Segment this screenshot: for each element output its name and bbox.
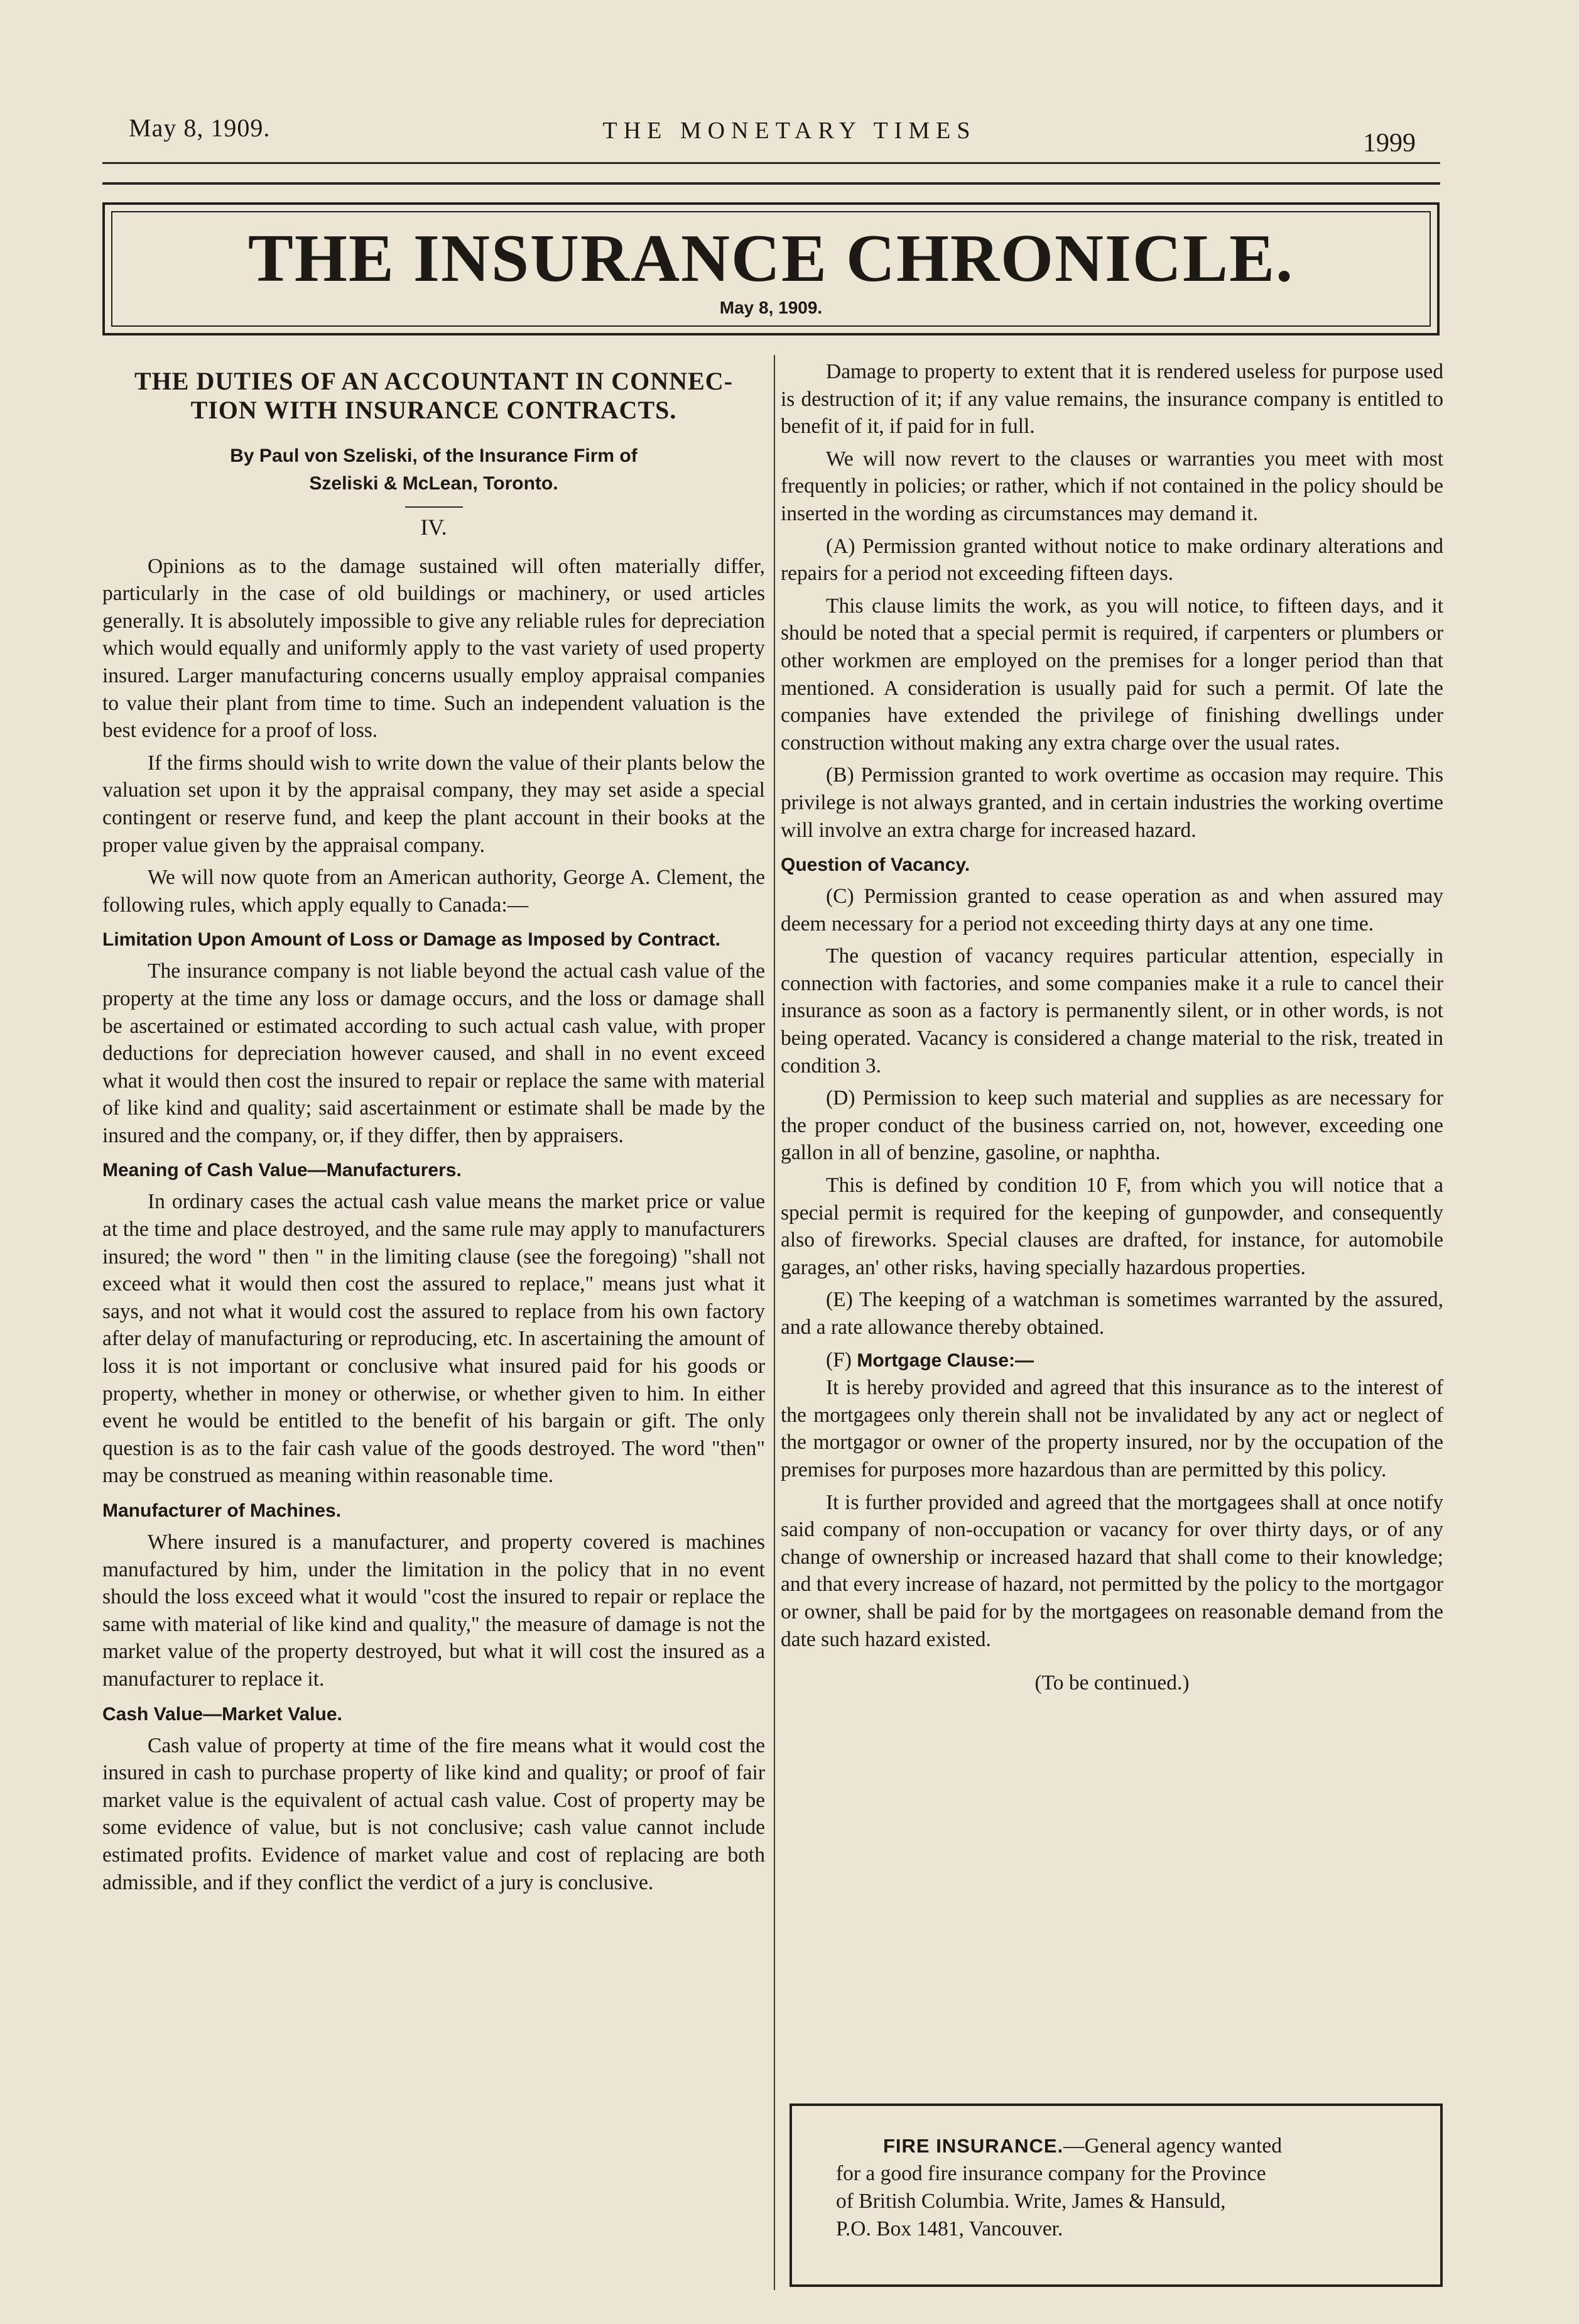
advertisement-line-3: of British Columbia. Write, James & Hansuld,	[836, 2190, 1226, 2213]
paragraph: (C) Permission granted to cease operation as and when assured may deem necessary for a period not exceeding thirty days at any one time.	[781, 885, 1443, 936]
paragraph: Opinions as to the damage sustained will often materially differ, particularly in the case of old buildings or machinery, or used articles generally. It is absolutely impossible to give any reliable rules for depreciation which would equally and uniformly apply to the vast variety of used property insured. Larger manufacturing concerns usually employ appraisal companies to value their plant from time to time. Such an independent valuation is the best evidence for a proof of loss.	[102, 554, 765, 743]
clause-label: (F)	[826, 1348, 857, 1372]
fire-insurance-advertisement	[790, 2103, 1443, 2287]
byline-line-2: Szeliski & McLean, Toronto.	[309, 473, 558, 494]
header-page-number: 1999	[1363, 129, 1416, 158]
advertisement-text	[836, 2132, 1389, 2243]
paragraph: (D) Permission to keep such material and supplies as are necessary for the proper conduct of the business carried on, not, however, exceeding one gallon in all of benzine, gasoline, or naphtha.	[781, 1086, 1443, 1165]
paragraph: (A) Permission granted without notice to make ordinary alterations and repairs for a period not exceeding fifteen days.	[781, 534, 1443, 586]
header-publication-title: THE MONETARY TIMES	[602, 117, 977, 144]
advertisement-line-1-rest: —General agency wanted	[1063, 2134, 1282, 2158]
paragraph: (E) The keeping of a watchman is sometimes warranted by the assured, and a rate allowance thereby obtained.	[781, 1288, 1443, 1339]
right-column	[781, 358, 1443, 1697]
header-rule-bottom	[102, 182, 1440, 185]
left-column	[102, 358, 765, 1896]
section-title: THE INSURANCE CHRONICLE.	[247, 221, 1294, 296]
subheading: Cash Value—Market Value.	[102, 1703, 342, 1725]
right-column-body	[781, 358, 1443, 1653]
advertisement-line-1	[836, 2132, 1389, 2160]
advertisement-lead: FIRE INSURANCE.	[883, 2135, 1064, 2157]
article-title-line-1: THE DUTIES OF AN ACCOUNTANT IN CONNEC-	[134, 367, 733, 395]
paragraph: This is defined by condition 10 F, from which you will notice that a special permit is required for the keeping of gunpowder, and consequently also of fireworks. Special clauses are drafted, for instance, for automobile garages, an' other risks, having specially hazardous properties.	[781, 1174, 1443, 1279]
advertisement-line-4: P.O. Box 1481, Vancouver.	[836, 2217, 1063, 2240]
clause-heading	[781, 1346, 1443, 1375]
paragraph: It is further provided and agreed that the mortgagees shall at once notify said company of non-occupation or vacancy for over thirty days, or of any change of ownership or increased hazard that shall come to their knowledge; and that every increase of hazard, not permitted by the policy to the mortgagor or owner, shall be paid for by the mortgagees on reasonable demand from the date such hazard existed.	[781, 1490, 1443, 1651]
article-title-line-2: TION WITH INSURANCE CONTRACTS.	[190, 396, 677, 424]
paragraph: This clause limits the work, as you will notice, to fifteen days, and it should be noted that a special permit is required, if carpenters or plumbers or other workmen are employed on the premises for a longer period than that mentioned. A consideration is usually paid for such a permit. Of late the companies have extended the privilege of finishing dwellings under construction without making any extra charge over the usual rates.	[781, 594, 1443, 755]
paragraph: In ordinary cases the actual cash value means the market price or value at the time and place destroyed, and the same rule may apply to manufacturers insured; the word " then " in the limiting clause (see the foregoing) "shall not exceed what it would then cost the assured to replace," means just what it says, and not what it would cost the assured to replace from his own factory after delay of manufacturing or reproducing, etc. In ascertaining the amount of loss it is not important or conclusive what insured paid for his goods or property, whether in money or otherwise, or whether given to him. In either event he would be entitled to the benefit of his bargain or gift. The only question is as to the fair cash value of the goods destroyed. The word "then" may be construed as meaning within reasonable time.	[102, 1190, 765, 1488]
section-date: May 8, 1909.	[719, 298, 823, 317]
paragraph: Damage to property to extent that it is rendered useless for purpose used is destruction of it; if any value remains, the insurance company is entitled to benefit of it, if paid for in full.	[781, 360, 1443, 439]
byline-rule	[405, 506, 463, 508]
header-rule-top	[102, 162, 1440, 164]
paragraph: Where insured is a manufacturer, and property covered is machines manufactured by him, under the limitation in the policy that in no event should the loss exceed what it would "cost the insured to repair or replace the same with material of like kind and quality," the measure of damage is not the market value of the property destroyed, but what it will cost the insured as a manufacturer to replace it.	[102, 1530, 765, 1691]
header-date: May 8, 1909.	[129, 114, 271, 142]
article-part-number: IV.	[420, 515, 447, 540]
paragraph: We will now revert to the clauses or warranties you meet with most frequently in policies; or rather, which if not contained in the policy should be inserted in the wording as circumstances may demand it.	[781, 447, 1443, 525]
paragraph: The insurance company is not liable beyond the actual cash value of the property at the time any loss or damage occurs, and the loss or damage shall be ascertained or estimated according to such actual cash value, with proper deductions for depreciation however caused, and shall in no event exceed what it would then cost the insured to repair or replace the same with material of like kind and quality; said ascertainment or estimate shall be made by the insured and the company, or, if they differ, then by appraisers.	[102, 959, 765, 1147]
paragraph: We will now quote from an American authority, George A. Clement, the following rules, which apply equally to Canada:—	[102, 866, 765, 917]
subheading: Question of Vacancy.	[781, 854, 970, 876]
subheading: Limitation Upon Amount of Loss or Damage as Imposed by Contract.	[102, 929, 720, 951]
subheading: Manufacturer of Machines.	[102, 1500, 342, 1521]
clause-heading-text: Mortgage Clause:—	[857, 1350, 1034, 1371]
paragraph: The question of vacancy requires particular attention, especially in connection with factories, and some companies make it a rule to cancel their insurance as soon as a factory is permanently silent, or in other words, is not being operated. Vacancy is considered a change material to the risk, treated in condition 3.	[781, 944, 1443, 1077]
paragraph: (B) Permission granted to work overtime as occasion may require. This privilege is not always granted, and in certain industries the working overtime will involve an extra charge for increased hazard.	[781, 763, 1443, 842]
left-column-body	[102, 553, 765, 1897]
byline-line-1: By Paul von Szeliski, of the Insurance Firm of	[230, 445, 638, 466]
article-byline	[121, 442, 746, 498]
article-title	[102, 367, 765, 425]
paragraph: If the firms should wish to write down the value of their plants below the valuation set upon it by the appraisal company, they may set aside a special contingent or reserve fund, and keep the plant account in their books at the proper value given by the appraisal company.	[102, 751, 765, 857]
subheading: Meaning of Cash Value—Manufacturers.	[102, 1160, 462, 1181]
advertisement-line-2: for a good fire insurance company for the Province	[836, 2162, 1266, 2185]
paragraph: Cash value of property at time of the fire means what it would cost the insured in cash to purchase property of like kind and quality; or proof of fair market value is the equivalent of actual cash value. Cost of property may be some evidence of value, but is not conclusive; cash value cannot include estimated profits. Evidence of market value and cost of replacing are both admissible, and if they conflict the verdict of a jury is conclusive.	[102, 1733, 765, 1894]
paragraph: It is hereby provided and agreed that this insurance as to the interest of the mortgagees only therein shall not be invalidated by any act or neglect of the mortgagor or owner of the property insured, nor by the occupation of the premises for purposes more hazardous than are permitted by this policy.	[781, 1376, 1443, 1481]
running-header	[0, 0, 1579, 188]
section-banner	[102, 202, 1440, 336]
column-divider	[774, 355, 775, 2290]
to-be-continued: (To be continued.)	[1034, 1671, 1190, 1695]
